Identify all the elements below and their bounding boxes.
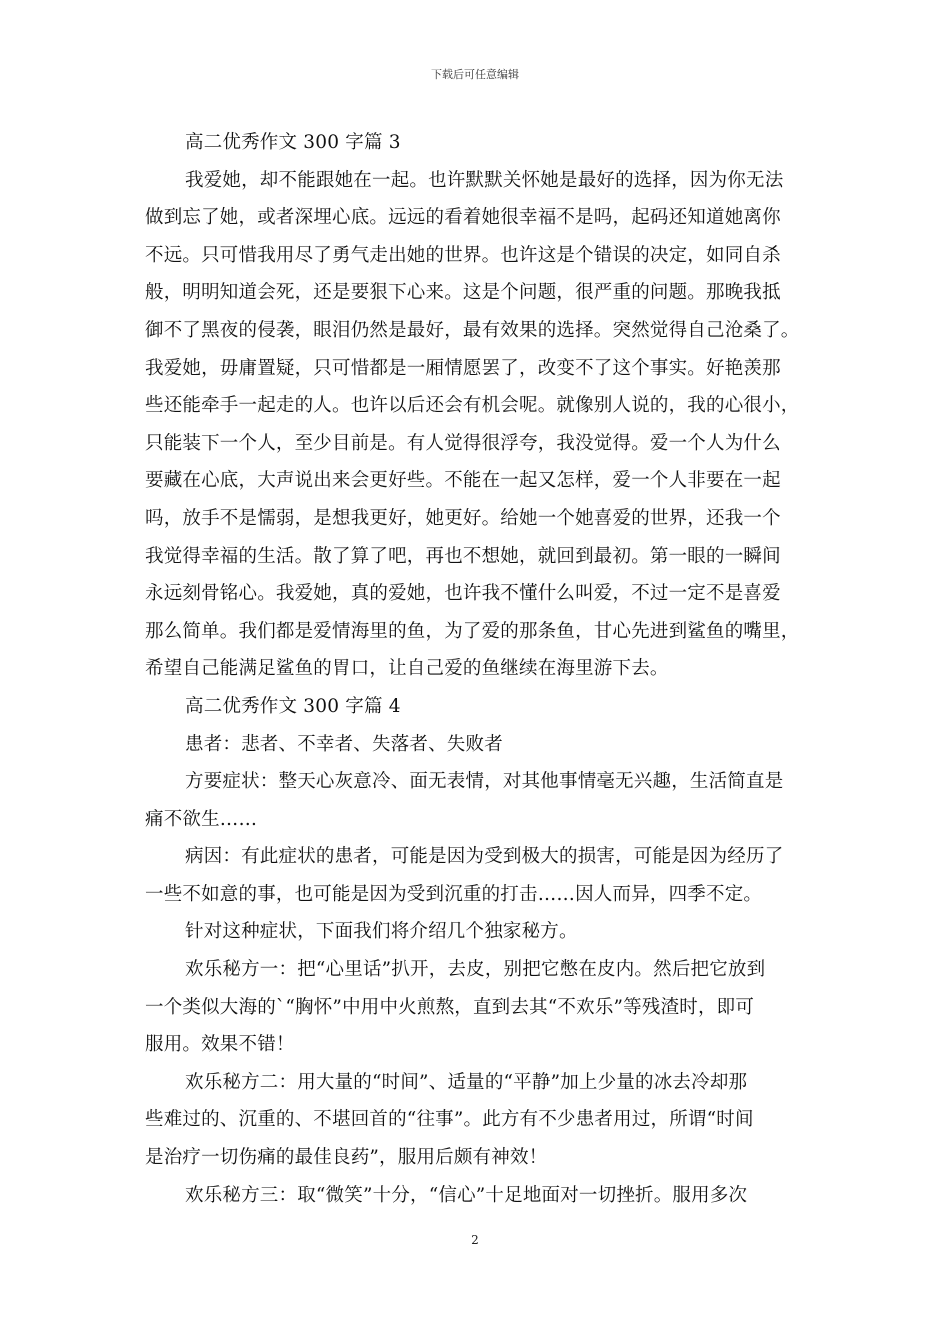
text-line: 高二优秀作文 300 字篇 3 [185, 132, 401, 153]
text-line: 些难过的、沉重的、不堪回首的“往事”。此方有不少患者用过，所谓“时间 [145, 1109, 754, 1131]
text-line: 服用。效果不错！ [145, 1034, 295, 1056]
text-line: 不远。只可惜我用尽了勇气走出她的世界。也许这是个错误的决定，如同自杀 [145, 244, 781, 266]
text-line: 一个类似大海的`“胸怀”中用中火煎熬，直到去其“不欢乐”等残渣时，即可 [145, 996, 755, 1018]
text-line: 欢乐秘方二：用大量的“时间”、适量的“平静”加上少量的冰去冷却那 [185, 1071, 748, 1093]
document-body [145, 124, 825, 1214]
text-line: 永远刻骨铭心。我爱她，真的爱她，也许我不懂什么叫爱，不过一定不是喜爱 [145, 583, 781, 605]
text-line: 我觉得幸福的生活。散了算了吧，再也不想她，就回到最初。第一眼的一瞬间 [145, 545, 781, 567]
text-line: 方要症状：整天心灰意冷、面无表情，对其他事情毫无兴趣，生活简直是 [185, 771, 784, 793]
text-line: 患者：悲者、不幸者、失落者、失败者 [185, 733, 503, 755]
text-line: 痛不欲生…… [145, 808, 258, 830]
text-line: 御不了黑夜的侵袭，眼泪仍然是最好，最有效果的选择。突然觉得自己沧桑了。 [145, 319, 800, 341]
text-line: 我爱她，却不能跟她在一起。也许默默关怀她是最好的选择，因为你无法 [185, 169, 784, 191]
text-line: 欢乐秘方三：取“微笑”十分，“信心”十足地面对一切挫折。服用多次 [185, 1184, 748, 1206]
text-line: 我爱她，毋庸置疑，只可惜都是一厢情愿罢了，改变不了这个事实。好艳羡那 [145, 357, 781, 379]
page-number: 2 [471, 1233, 479, 1247]
text-line: 吗，放手不是懦弱，是想我更好，她更好。给她一个她喜爱的世界，还我一个 [145, 507, 781, 529]
text-line: 针对这种症状，下面我们将介绍几个独家秘方。 [185, 921, 578, 943]
text-line: 一些不如意的事，也可能是因为受到沉重的打击……因人而异，四季不定。 [145, 883, 763, 905]
text-line: 希望自己能满足鲨鱼的胃口，让自己爱的鱼继续在海里游下去。 [145, 658, 669, 680]
text-line: 高二优秀作文 300 字篇 4 [185, 695, 401, 717]
text-line: 要藏在心底，大声说出来会更好些。不能在一起又怎样，爱一个人非要在一起 [145, 470, 781, 492]
text-line: 病因：有此症状的患者，可能是因为受到极大的损害，可能是因为经历了 [185, 846, 784, 868]
page-header: 下载后可任意编辑 [431, 68, 519, 81]
text-line: 是治疗一切伤痛的最佳良药”，服用后颇有神效！ [145, 1147, 548, 1169]
text-line: 那么简单。我们都是爱情海里的鱼，为了爱的那条鱼，甘心先进到鲨鱼的嘴里， [145, 620, 800, 642]
text-line: 做到忘了她，或者深埋心底。远远的看着她很幸福不是吗，起码还知道她离你 [145, 207, 781, 229]
text-line: 般，明明知道会死，还是要狠下心来。这是个问题，很严重的问题。那晚我抵 [145, 282, 781, 304]
text-line: 些还能牵手一起走的人。也许以后还会有机会呢。就像别人说的，我的心很小， [145, 395, 800, 417]
text-line: 只能装下一个人，至少目前是。有人觉得很浮夸，我没觉得。爱一个人为什么 [145, 432, 781, 454]
text-line: 欢乐秘方一：把“心里话”扒开，去皮，别把它憋在皮内。然后把它放到 [185, 959, 766, 981]
